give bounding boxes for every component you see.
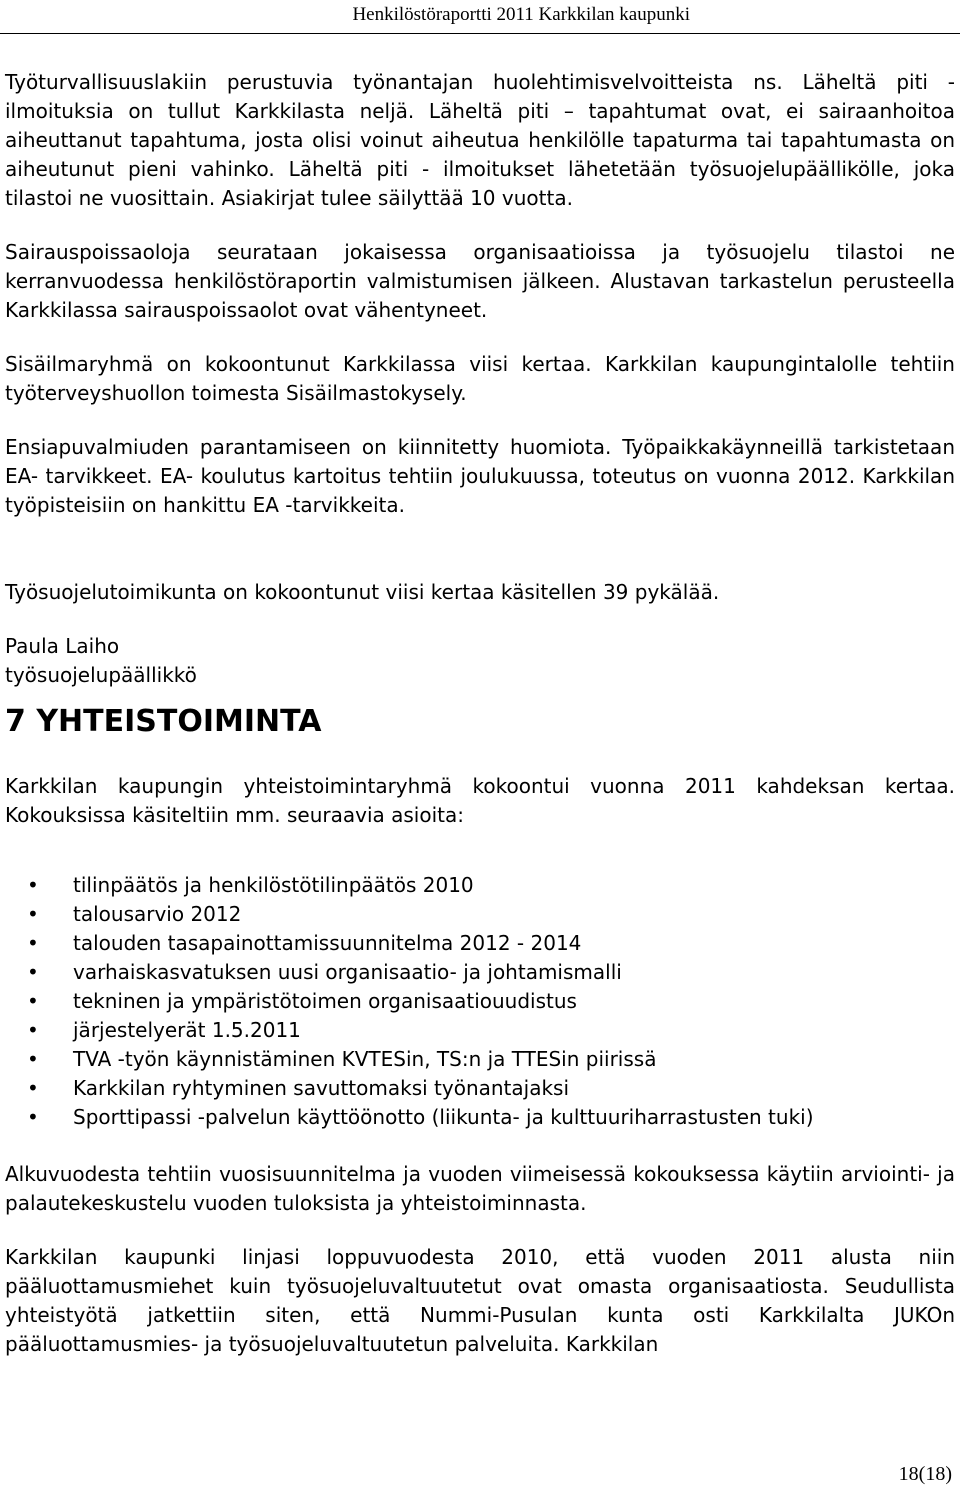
- signature-title: työsuojelupäällikkö: [5, 663, 197, 687]
- list-item: • talousarvio 2012: [5, 900, 955, 929]
- list-item: • tilinpäätös ja henkilöstötilinpäätös 2010: [5, 871, 955, 900]
- paragraph-near-miss: Työturvallisuuslakiin perustuvia työnantajan huolehtimisvelvoitteista ns. Läheltä piti - ilmoituksia on tullut Karkkilasta neljä. Läheltä piti – tapahtumat ovat, ei sairaanhoitoa aiheuttanut tapahtuma, josta olisi voinut aiheutua henkilölle tapaturma tai tapahtumasta on aiheutunut pieni vahinko. Läheltä piti - ilmoitukset lähetetään työsuojelupäällikölle, joka tilastoi ne vuosittain. Asiakirjat tulee säilyttää 10 vuotta.: [5, 70, 955, 210]
- running-header: Henkilöstöraportti 2011 Karkkilan kaupunki: [352, 4, 690, 25]
- paragraph-first-aid: Ensiapuvalmiuden parantamiseen on kiinnitetty huomiota. Työpaikkakäynneillä tarkistetaan EA- tarvikkeet. EA- koulutus kartoitus tehtiin joulukuussa, toteutus on vuonna 2012. Karkkilan työpisteisiin on hankittu EA -tarvikkeita.: [5, 435, 955, 517]
- section-heading: 7 YHTEISTOIMINTA: [5, 704, 322, 739]
- paragraph-sick-leave: Sairauspoissaoloja seurataan jokaisessa organisaatioissa ja työsuojelu tilastoi ne kerranvuodessa henkilöstöraportin valmistumisen jälkeen. Alustavan tarkastelun perusteella Karkkilassa sairauspoissaolot ovat vähentyneet.: [5, 240, 955, 322]
- page-number: 18(18): [898, 1463, 952, 1485]
- list-item: • tekninen ja ympäristötoimen organisaatiouudistus: [5, 987, 955, 1016]
- document-body: [5, 68, 955, 1359]
- list-item: • järjestelyerät 1.5.2011: [5, 1016, 955, 1045]
- topics-list: [5, 871, 955, 1132]
- paragraph-committee: Työsuojelutoimikunta on kokoontunut viisi kertaa käsitellen 39 pykälää.: [5, 580, 720, 604]
- header-rule: [0, 33, 960, 34]
- section-intro: Karkkilan kaupungin yhteistoimintaryhmä kokoontui vuonna 2011 kahdeksan kertaa. Kokouksissa käsiteltiin mm. seuraavia asioita:: [5, 774, 955, 827]
- paragraph-annual-plan: Alkuvuodesta tehtiin vuosisuunnitelma ja vuoden viimeisessä kokouksessa käytiin arviointi- ja palautekeskustelu vuoden tuloksista ja yhteistoiminnasta.: [5, 1162, 955, 1215]
- signature-name: Paula Laiho: [5, 634, 120, 658]
- list-item: • TVA -työn käynnistäminen KVTESin, TS:n ja TTESin piirissä: [5, 1045, 955, 1074]
- list-item: • varhaiskasvatuksen uusi organisaatio- ja johtamismalli: [5, 958, 955, 987]
- list-item: • Karkkilan ryhtyminen savuttomaksi työnantajaksi: [5, 1074, 955, 1103]
- list-item: • talouden tasapainottamissuunnitelma 2012 - 2014: [5, 929, 955, 958]
- paragraph-indoor-air: Sisäilmaryhmä on kokoontunut Karkkilassa viisi kertaa. Karkkilan kaupungintalolle tehtiin työterveyshuollon toimesta Sisäilmastokysely.: [5, 352, 955, 405]
- list-item: • Sporttipassi -palvelun käyttöönotto (liikunta- ja kulttuuriharrastusten tuki): [5, 1103, 955, 1132]
- paragraph-shop-stewards: Karkkilan kaupunki linjasi loppuvuodesta 2010, että vuoden 2011 alusta niin pääluottamusmiehet kuin työsuojeluvaltuutetut ovat omasta organisaatiosta. Seudullista yhteistyötä jatkettiin siten, että Nummi-Pusulan kunta osti Karkkilalta JUKOn pääluottamusmies- ja työsuojeluvaltuutetun palveluita. Karkkilan: [5, 1245, 955, 1356]
